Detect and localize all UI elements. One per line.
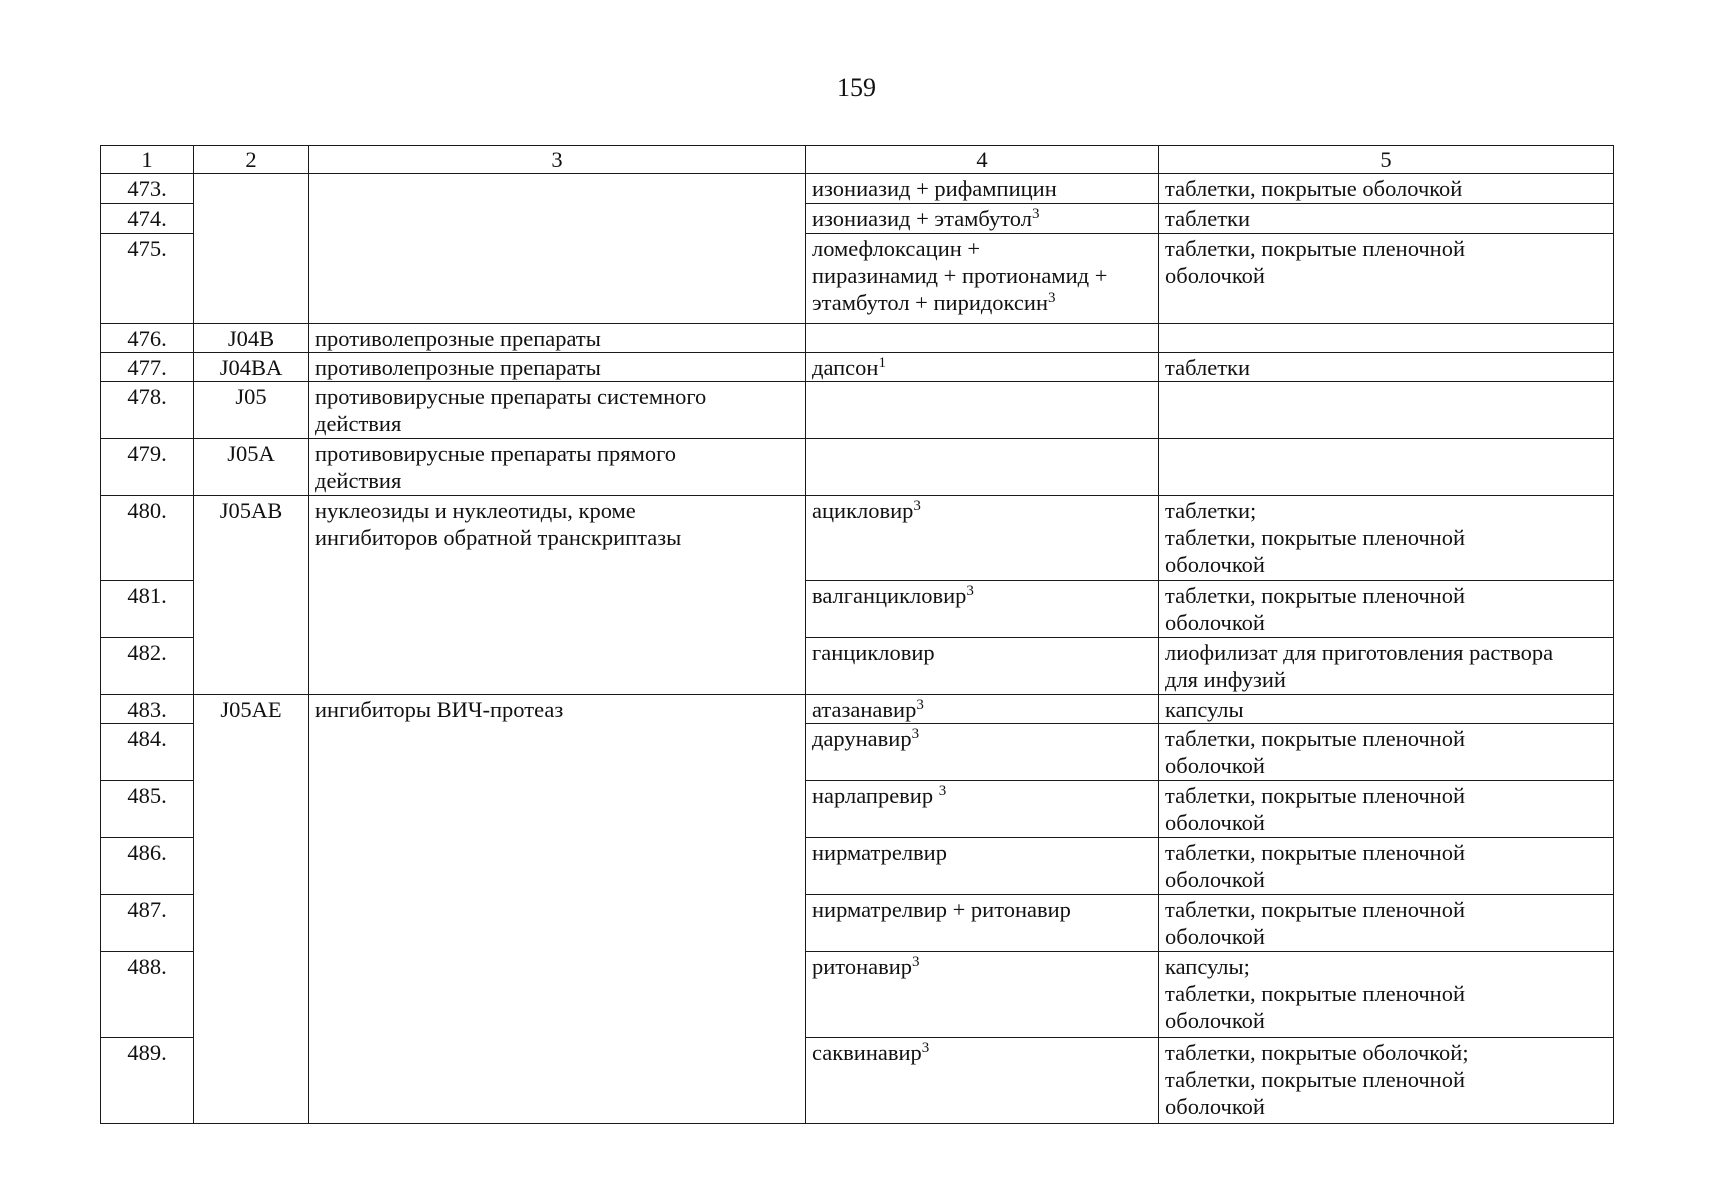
drug-name: изониазид + рифампицин	[806, 174, 1159, 204]
table-row	[101, 382, 1614, 439]
drug-name: нирматрелвир + ритонавир	[806, 895, 1159, 952]
dosage-form: таблетки, покрытые пленочной оболочкой	[1159, 234, 1614, 324]
page-number: 159	[837, 73, 876, 102]
group-name: ингибиторы ВИЧ-протеаз	[309, 695, 806, 1124]
atc-code: J05AB	[194, 496, 309, 695]
dosage-form: таблетки, покрытые пленочной оболочкой	[1159, 724, 1614, 781]
table-header-row	[101, 146, 1614, 174]
drug-name: нарлапревир $^3$	[806, 781, 1159, 838]
dosage-form	[1159, 324, 1614, 353]
drug-name: ломефлоксацин + пиразинамид + протионамид + этамбутол + пиридоксин$^3$	[806, 234, 1159, 324]
drug-table	[100, 145, 1614, 1124]
row-number: 486.	[101, 838, 194, 895]
dosage-form: таблетки, покрытые пленочной оболочкой	[1159, 781, 1614, 838]
row-number: 484.	[101, 724, 194, 781]
dosage-form: лиофилизат для приготовления раствора для инфузий	[1159, 638, 1614, 695]
row-number: 473.	[101, 174, 194, 204]
drug-name: изониазид + этамбутол$^3$	[806, 204, 1159, 234]
row-number: 478.	[101, 382, 194, 439]
column-header-1: 1	[101, 146, 194, 174]
dosage-form: таблетки, покрытые оболочкой	[1159, 174, 1614, 204]
table-row	[101, 439, 1614, 496]
atc-code: J05AE	[194, 695, 309, 1124]
drug-name: дапсон$^1$	[806, 353, 1159, 382]
atc-code-cell	[194, 174, 309, 324]
group-name: противолепрозные препараты	[309, 324, 806, 353]
column-header-4: 4	[806, 146, 1159, 174]
drug-name	[806, 439, 1159, 496]
row-number: 488.	[101, 952, 194, 1038]
dosage-form: таблетки, покрытые пленочной оболочкой	[1159, 581, 1614, 638]
row-number: 487.	[101, 895, 194, 952]
drug-name: ритонавир$^3$	[806, 952, 1159, 1038]
drug-name: дарунавир$^3$	[806, 724, 1159, 781]
dosage-form: таблетки, покрытые пленочной оболочкой	[1159, 838, 1614, 895]
drug-name: нирматрелвир	[806, 838, 1159, 895]
dosage-form: капсулы	[1159, 695, 1614, 724]
row-number: 479.	[101, 439, 194, 496]
column-header-3: 3	[309, 146, 806, 174]
dosage-form: таблетки, покрытые оболочкой; таблетки, покрытые пленочной оболочкой	[1159, 1038, 1614, 1124]
group-name: противовирусные препараты прямого действия	[309, 439, 806, 496]
drug-name: валганцикловир$^3$	[806, 581, 1159, 638]
atc-code: J05A	[194, 439, 309, 496]
drug-name: атазанавир$^3$	[806, 695, 1159, 724]
table-row	[101, 353, 1614, 382]
group-name: противовирусные препараты системного действия	[309, 382, 806, 439]
atc-code: J05	[194, 382, 309, 439]
dosage-form: таблетки	[1159, 353, 1614, 382]
drug-name: саквинавир$^3$	[806, 1038, 1159, 1124]
drug-name	[806, 382, 1159, 439]
group-name: нуклеозиды и нуклеотиды, кроме ингибиторов обратной транскриптазы	[309, 496, 806, 695]
table-row	[101, 324, 1614, 353]
row-number: 475.	[101, 234, 194, 324]
row-number: 481.	[101, 581, 194, 638]
row-number: 480.	[101, 496, 194, 581]
table-row	[101, 496, 1614, 581]
column-header-5: 5	[1159, 146, 1614, 174]
dosage-form	[1159, 439, 1614, 496]
drug-name	[806, 324, 1159, 353]
table-row	[101, 695, 1614, 724]
dosage-form: таблетки	[1159, 204, 1614, 234]
dosage-form: капсулы; таблетки, покрытые пленочной оболочкой	[1159, 952, 1614, 1038]
row-number: 489.	[101, 1038, 194, 1124]
dosage-form	[1159, 382, 1614, 439]
dosage-form: таблетки, покрытые пленочной оболочкой	[1159, 895, 1614, 952]
row-number: 474.	[101, 204, 194, 234]
group-name: противолепрозные препараты	[309, 353, 806, 382]
atc-code: J04BA	[194, 353, 309, 382]
row-number: 483.	[101, 695, 194, 724]
row-number: 477.	[101, 353, 194, 382]
row-number: 482.	[101, 638, 194, 695]
drug-name: ацикловир$^3$	[806, 496, 1159, 581]
row-number: 485.	[101, 781, 194, 838]
row-number: 476.	[101, 324, 194, 353]
table-row	[101, 174, 1614, 204]
atc-code: J04B	[194, 324, 309, 353]
group-name-cell	[309, 174, 806, 324]
drug-name: ганцикловир	[806, 638, 1159, 695]
column-header-2: 2	[194, 146, 309, 174]
dosage-form: таблетки; таблетки, покрытые пленочной оболочкой	[1159, 496, 1614, 581]
